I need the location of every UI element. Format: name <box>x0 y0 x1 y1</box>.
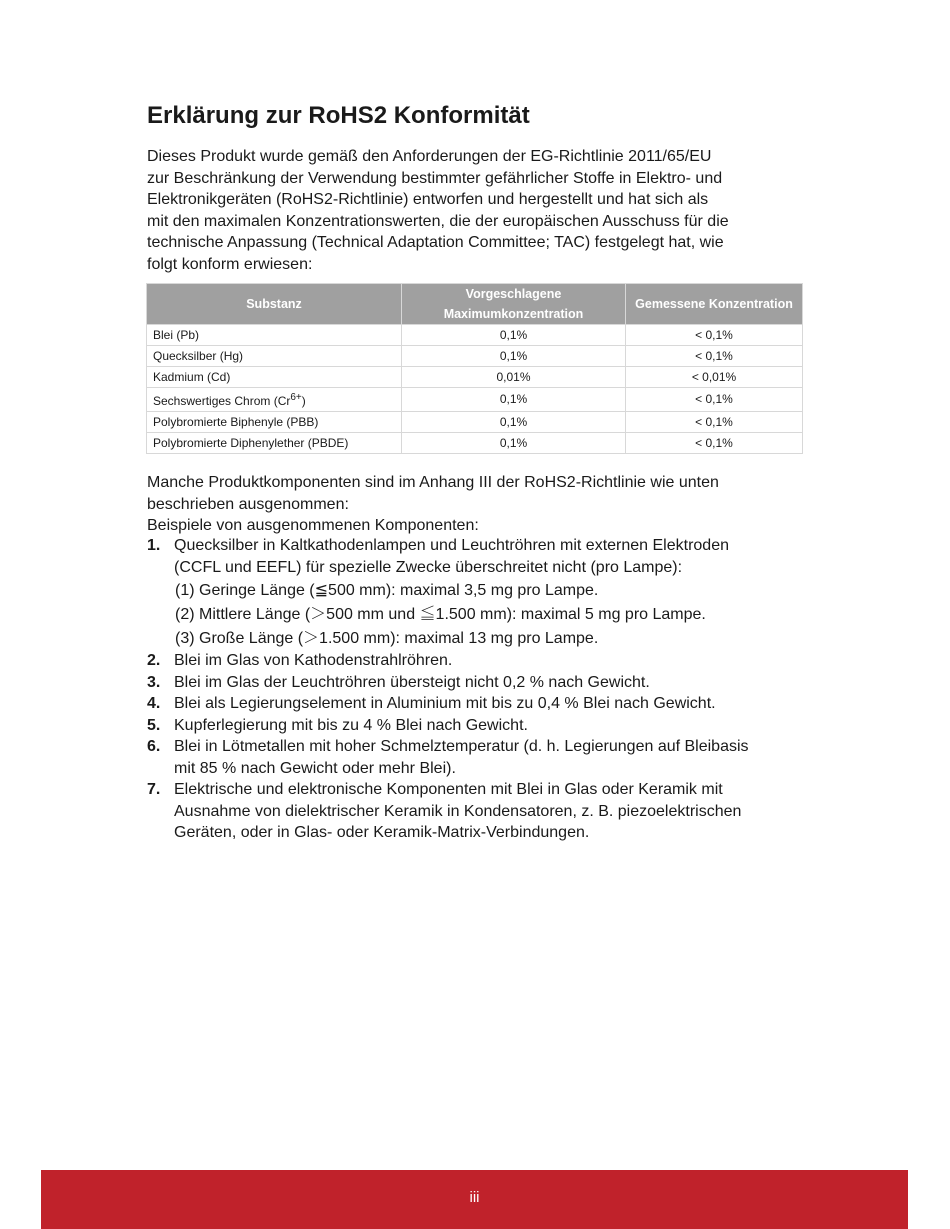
page-number: iii <box>469 1189 480 1206</box>
cell-substance: Blei (Pb) <box>147 325 402 346</box>
list-text: mit 85 % nach Gewicht oder mehr Blei). <box>174 759 456 777</box>
exemption-list <box>147 535 827 844</box>
page-title: Erklärung zur RoHS2 Konformität <box>147 102 530 129</box>
sub-item: (3) Große Länge (＞1.500 mm): maximal 13 mg pro Lampe. <box>175 630 599 647</box>
table-row <box>147 388 803 412</box>
cell-measured: < 0,01% <box>626 367 803 388</box>
after-line: Manche Produktkomponenten sind im Anhang III der RoHS2-Richtlinie wie unten <box>147 474 719 491</box>
header-substance: Substanz <box>147 284 402 325</box>
intro-line: Elektronikgeräten (RoHS2-Richtlinie) entworfen und hergestellt und hat sich als <box>147 191 709 208</box>
sub-item: (1) Geringe Länge (≦500 mm): maximal 3,5 mg pro Lampe. <box>175 582 599 599</box>
list-text: Elektrische und elektronische Komponenten mit Blei in Glas oder Keramik mit <box>174 781 723 798</box>
header-proposed <box>402 284 626 325</box>
cell-measured: < 0,1% <box>626 388 803 412</box>
list-text: Quecksilber in Kaltkathodenlampen und Leuchtröhren mit externen Elektroden <box>174 537 729 554</box>
cell-substance <box>147 388 402 412</box>
cell-substance: Kadmium (Cd) <box>147 367 402 388</box>
intro-line: folgt konform erwiesen: <box>147 255 313 273</box>
list-item <box>147 672 827 694</box>
cell-substance: Polybromierte Diphenylether (PBDE) <box>147 433 402 454</box>
cell-substance: Quecksilber (Hg) <box>147 346 402 367</box>
cell-proposed: 0,1% <box>402 346 626 367</box>
intro-line: technische Anpassung (Technical Adaptation Committee; TAC) festgelegt hat, wie <box>147 234 724 251</box>
list-item <box>147 693 827 715</box>
header-proposed-line1: Vorgeschlagene <box>465 287 562 301</box>
table-row <box>147 433 803 454</box>
intro-line: Dieses Produkt wurde gemäß den Anforderungen der EG-Richtlinie 2011/65/EU <box>147 148 712 165</box>
list-number: 2. <box>147 652 161 669</box>
table-row <box>147 367 803 388</box>
list-text: (CCFL und EEFL) für spezielle Zwecke überschreitet nicht (pro Lampe): <box>174 558 683 576</box>
list-item <box>147 650 827 672</box>
list-text: Ausnahme von dielektrischer Keramik in Kondensatoren, z. B. piezoelektrischen <box>174 802 742 820</box>
exemptions-intro <box>147 472 827 537</box>
sub-item: (2) Mittlere Länge (＞500 mm und ≦1.500 mm): maximal 5 mg pro Lampe. <box>175 606 706 623</box>
list-item <box>147 535 827 650</box>
list-number: 5. <box>147 716 161 734</box>
header-measured: Gemessene Konzentration <box>626 284 803 325</box>
list-item <box>147 736 827 779</box>
list-text: Blei als Legierungselement in Aluminium mit bis zu 0,4 % Blei nach Gewicht. <box>174 695 716 712</box>
cell-proposed: 0,1% <box>402 388 626 412</box>
list-text: Blei in Lötmetallen mit hoher Schmelztemperatur (d. h. Legierungen auf Bleibasis <box>174 738 749 755</box>
cell-proposed: 0,1% <box>402 325 626 346</box>
cell-measured: < 0,1% <box>626 325 803 346</box>
list-item <box>147 715 827 737</box>
intro-line: mit den maximalen Konzentrationswerten, die der europäischen Ausschuss für die <box>147 212 729 230</box>
cell-proposed: 0,1% <box>402 412 626 433</box>
list-number: 1. <box>147 537 161 554</box>
intro-line: zur Beschränkung der Verwendung bestimmter gefährlicher Stoffe in Elektro- und <box>147 169 723 187</box>
substance-superscript: 6+ <box>290 392 302 403</box>
footer-bar <box>41 1170 908 1229</box>
cell-substance: Polybromierte Biphenyle (PBB) <box>147 412 402 433</box>
list-text: Geräten, oder in Glas- oder Keramik-Matrix-Verbindungen. <box>174 824 590 841</box>
list-text: Blei im Glas von Kathodenstrahlröhren. <box>174 652 453 669</box>
list-number: 3. <box>147 673 161 691</box>
table-row <box>147 346 803 367</box>
header-proposed-line2: Maximumkonzentration <box>443 307 584 321</box>
list-item <box>147 779 827 844</box>
table-header-row <box>147 284 803 325</box>
list-text: Blei im Glas der Leuchtröhren übersteigt nicht 0,2 % nach Gewicht. <box>174 673 650 691</box>
table-row <box>147 412 803 433</box>
list-number: 4. <box>147 695 161 712</box>
cell-proposed: 0,1% <box>402 433 626 454</box>
cell-measured: < 0,1% <box>626 433 803 454</box>
after-line: Beispiele von ausgenommenen Komponenten: <box>147 517 479 534</box>
substance-suffix: ) <box>301 394 306 408</box>
cell-measured: < 0,1% <box>626 346 803 367</box>
cell-measured: < 0,1% <box>626 412 803 433</box>
list-text: Kupferlegierung mit bis zu 4 % Blei nach Gewicht. <box>174 716 528 734</box>
intro-paragraph <box>147 146 807 275</box>
after-line: beschrieben ausgenommen: <box>147 495 349 513</box>
list-number: 7. <box>147 781 161 798</box>
substance-table <box>146 283 803 454</box>
list-number: 6. <box>147 738 161 755</box>
cell-proposed: 0,01% <box>402 367 626 388</box>
table-row <box>147 325 803 346</box>
substance-text: Sechswertiges Chrom (Cr <box>153 394 291 408</box>
